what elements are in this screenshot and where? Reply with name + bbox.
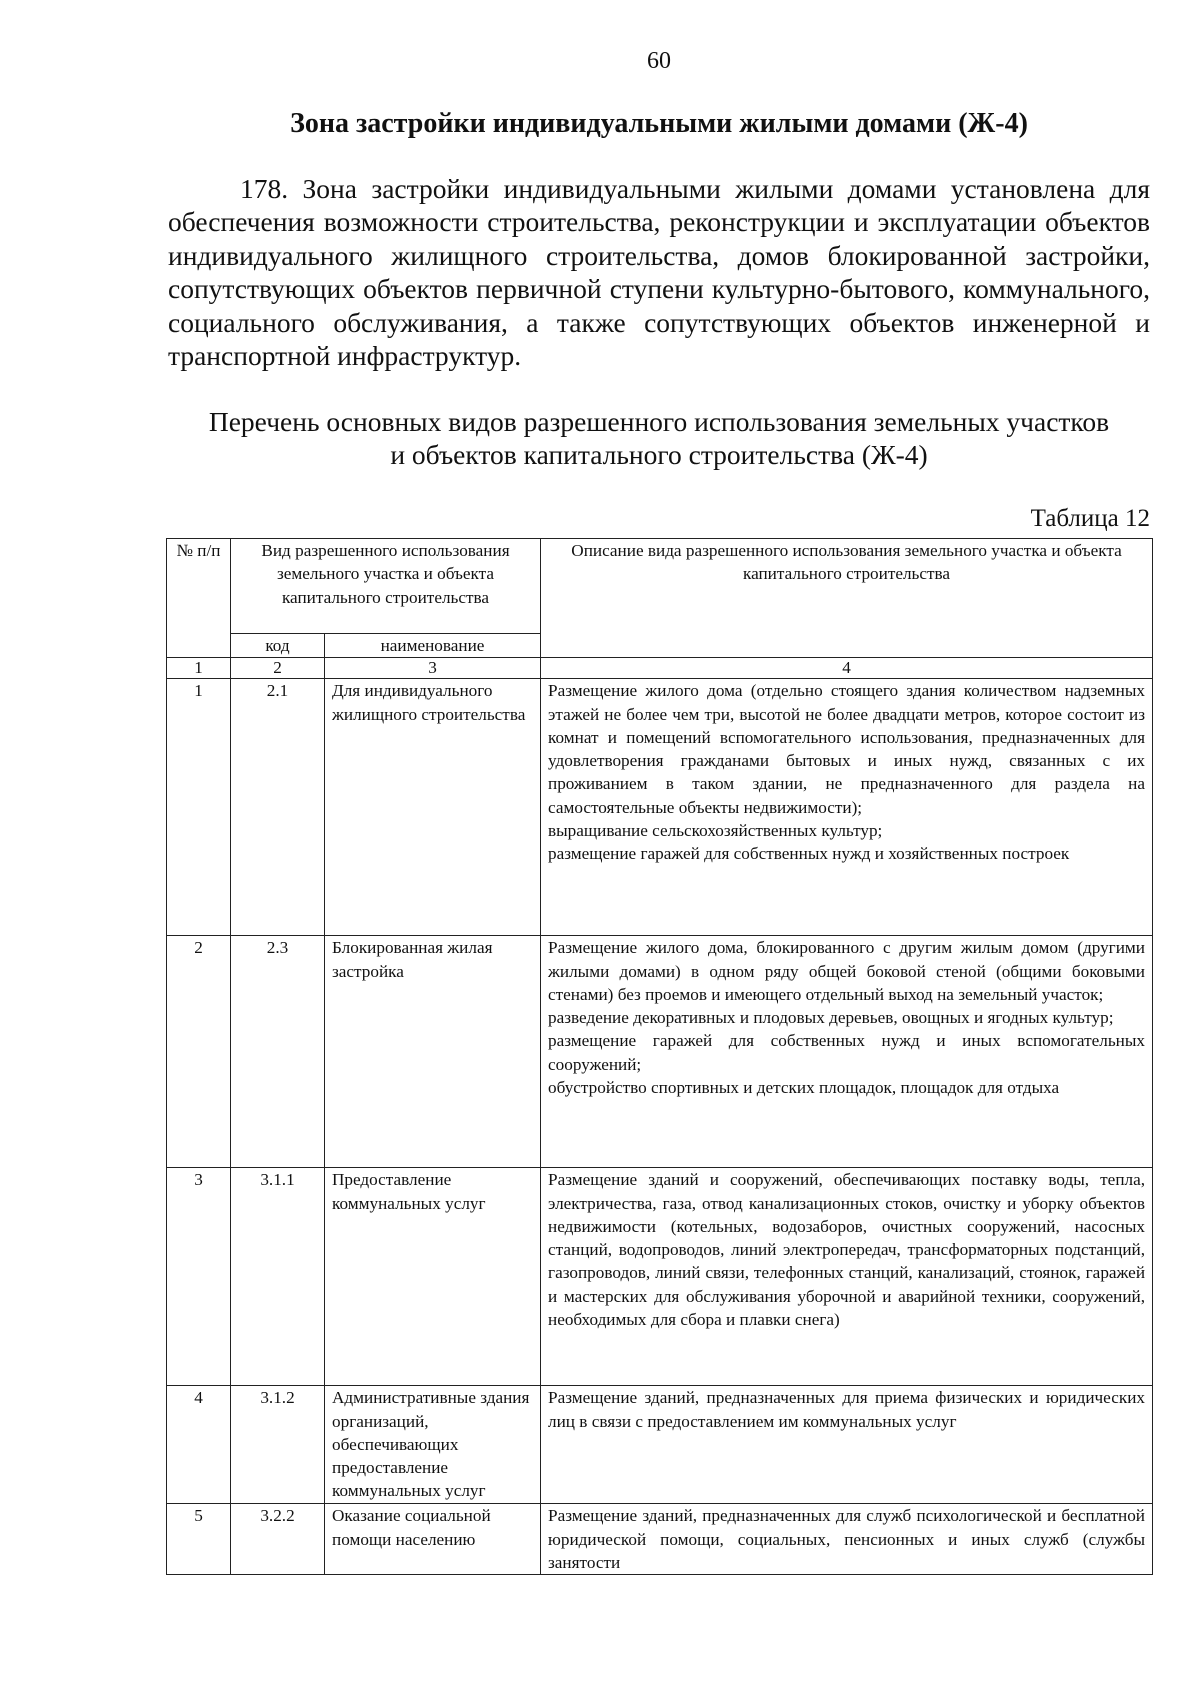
header-code: код [231,634,325,658]
row-code: 3.2.2 [231,1504,325,1575]
row-description [541,1168,1153,1386]
row-description [541,936,1153,1168]
row-name: Административные здания организаций, обеспечивающих предоставление коммунальных услуг [325,1386,541,1504]
row-code: 2.1 [231,679,325,936]
list-heading-line-1: Перечень основных видов разрешенного использования земельных участков [208,406,1110,437]
header-description: Описание вида разрешенного использования земельного участка и объекта капитального строительства [541,539,1153,658]
column-number-2: 2 [231,658,325,679]
table-caption: Таблица 12 [1030,505,1150,532]
row-name: Для индивидуального жилищного строительства [325,679,541,936]
description-paragraph: выращивание сельскохозяйственных культур; [548,821,883,841]
description-paragraph: Размещение жилого дома (отдельно стоящего здания количеством надземных этажей не более чем три, высотой не более двадцати метров, которое состоит из комнат и помещений вспомогательного использования, предназначенных для удовлетворения гражданами бытовых и иных нужд, связанных с их проживанием в таком здании, не предназначенного для раздела на самостоятельные объекты недвижимости); [548,681,1146,817]
header-name: наименование [325,634,541,658]
row-name: Оказание социальной помощи населению [325,1504,541,1575]
row-description [541,1386,1153,1504]
row-code: 2.3 [231,936,325,1168]
description-paragraph: Размещение зданий, предназначенных для приема физических и юридических лиц в связи с предоставлением им коммунальных услуг [548,1388,1146,1431]
description-paragraph: размещение гаражей для собственных нужд и хозяйственных построек [548,844,1070,864]
row-code: 3.1.2 [231,1386,325,1504]
table-row [167,1168,1153,1386]
description-paragraph: размещение гаражей для собственных нужд и иных вспомогательных сооружений; [548,1031,1146,1074]
row-code: 3.1.1 [231,1168,325,1386]
table-row [167,1386,1153,1504]
intro-paragraph: 178. Зона застройки индивидуальными жилыми домами установлена для обеспечения возможности строительства, реконструкции и эксплуатации объектов индивидуального жилищного строительства, домов блокированной застройки, сопутствующих объектов первичной ступени культурно-бытового, коммунального, социального обслуживания, а также сопутствующих объектов инженерной и транспортной инфраструктур. [168,173,1150,372]
header-kind: Вид разрешенного использования земельного участка и объекта капитального строительства [231,539,541,634]
list-heading-line-2: и объектов капитального строительства (Ж-4) [390,439,928,470]
table-row [167,1504,1153,1575]
row-name: Предоставление коммунальных услуг [325,1168,541,1386]
row-description [541,1504,1153,1575]
permitted-use-table [166,538,1153,1575]
row-number: 3 [167,1168,231,1386]
row-number: 4 [167,1386,231,1504]
row-name: Блокированная жилая застройка [325,936,541,1168]
header-number: № п/п [167,539,231,658]
description-paragraph: Размещение жилого дома, блокированного с другим жилым домом (другими жилыми домами) в одном ряду общей боковой стеной (общими боковыми стенами) без проемов и имеющего отдельный выход на земельный участок; [548,938,1146,1004]
zone-title: Зона застройки индивидуальными жилыми домами (Ж-4) [290,108,1028,139]
row-number: 2 [167,936,231,1168]
row-number: 5 [167,1504,231,1575]
table-row [167,679,1153,936]
row-description [541,679,1153,936]
row-number: 1 [167,679,231,936]
description-paragraph: Размещение зданий, предназначенных для служб психологической и бесплатной юридической помощи, социальных, пенсионных и иных служб (службы занятости [548,1506,1146,1572]
description-paragraph: разведение декоративных и плодовых деревьев, овощных и ягодных культур; [548,1008,1114,1028]
column-number-1: 1 [167,658,231,679]
list-heading [168,405,1150,471]
table-row [167,936,1153,1168]
description-paragraph: обустройство спортивных и детских площадок, площадок для отдыха [548,1078,1060,1098]
description-paragraph: Размещение зданий и сооружений, обеспечивающих поставку воды, тепла, электричества, газа, отвод канализационных стоков, очистку и уборку объектов недвижимости (котельных, водозаборов, очистных сооружений, насосных станций, водопроводов, линий электропередач, трансформаторных подстанций, газопроводов, линий связи, телефонных станций, канализаций, стоянок, гаражей и мастерских для обслуживания уборочной и аварийной техники, сооружений, необходимых для сбора и плавки снега) [548,1170,1146,1330]
column-number-4: 4 [541,658,1153,679]
column-number-3: 3 [325,658,541,679]
page-number: 60 [647,48,671,74]
